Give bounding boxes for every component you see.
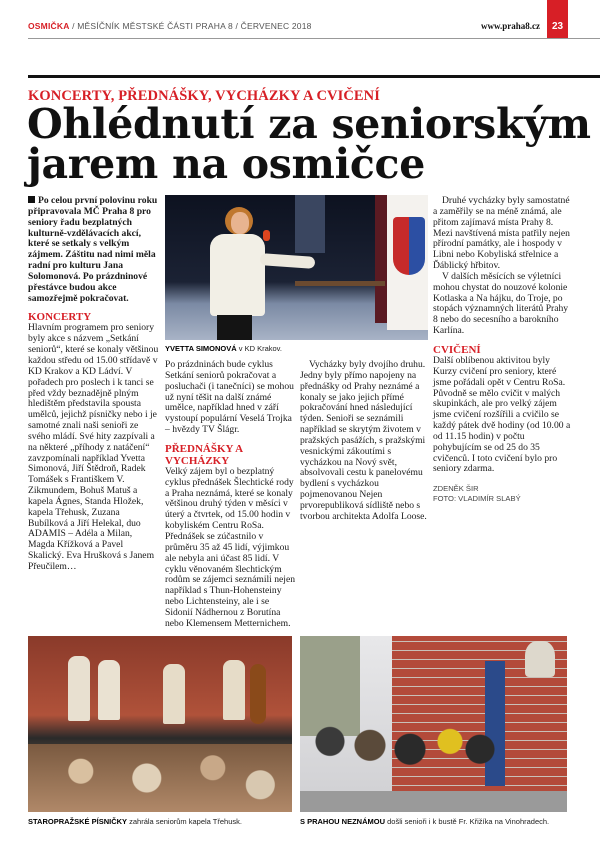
headline-line-2: jarem na osmičce (27, 140, 425, 188)
column-2 (165, 360, 296, 630)
bust (525, 641, 555, 677)
page-number: 23 (547, 0, 568, 38)
running-header (28, 21, 312, 31)
white-jacket (210, 234, 265, 316)
paragraph: Další oblíbenou aktivitou byly Kurzy cvičení pro seniory, které jsme pořádali opět v Centru RoSa. Původně se mělo cvičit v malých skupinkách, ale pro velký zájem jsme cvičení rozšířili a cvičilo se každý pátek dvě hodiny (od 10.00 a od 11.15 hodin) v počtu pohybujícím se od 25 do 35 cvičenců. I toto cvičení bylo pro seniory zdarma. (433, 354, 571, 475)
photo-credit: FOTO: VLADIMÍR SLABÝ (433, 494, 521, 504)
subheading-concerts: KONCERTY (28, 311, 92, 324)
paragraph: Po prázdninách bude cyklus Setkání seniorů pokračovat a posluchači (i tanečníci) se mohou už nyní těšit na další známé umělce, například hned v září vystoupí populární Veselá Trojka – hvězdy TV Šlágr. (165, 359, 294, 436)
headline (27, 100, 591, 188)
column-4 (433, 196, 573, 504)
photo-krizik-bust (300, 636, 567, 812)
paragraph: Hlavním programem pro seniory byly akce s názvem „Setkání seniorů“, které se konaly většinou každou středu od 15.00 střídavě v KD Krakov a KD Ládví. V pořadech pro poslech i k tanci se před vždy beznadějně plným hledištěm představila spousta umělců, jejichž písničky nebo i je samotné znali naši senioři ze svého mládí. Své hity zazpívali a na některé „příhody z natáčení“ zavzpomínali například Yvetta Simonová, Jiří Štědroň, Radek Tomášek s Františkem V. Zikmundem, Bohuš Matuš a kapela Ágnes, Standa Hložek, kapela Třehusk, Zuzana Bubílková a Jiří Helekal, duo ADAMIS – Adéla a Milan, Magda Křížková a Pavel Skalický. Eva Hrušková s Janem Přeučilem… (28, 322, 159, 572)
right-photo-caption (300, 817, 549, 826)
face (231, 212, 249, 234)
caption-text: došli senioři i k bustě Fr. Křižíka na Vinohradech. (385, 817, 550, 826)
paragraph: V dalších měsících se výletníci mohou chystat do nouzové kolonie Kotlaska a Na hájku, do Troje, po stopách významných literátů Prahy 8 nebo do secesního a barokního Karlína. (433, 270, 569, 337)
column-3 (300, 360, 429, 523)
trousers (217, 315, 252, 340)
group-of-seniors (300, 718, 500, 796)
paragraph: Vycházky byly dvojího druhu. Jedny byly přímo napojeny na přednášky od Prahy neznámé a konaly se jako jejich přímé pokračování hned následující týden. Senioři se seznámili například se skrytým životem v pražských pasážích, s pražskými vesnickými zákoutími s vycházkou na Nový svět, absolvovali cestu k panelovému bydlení s vycházkou pojmenovanou Nejen prvorepubliková sídliště nebo s tvorbou architekta Adolfa Loose. (300, 359, 427, 522)
musician (68, 656, 90, 721)
arm (260, 253, 316, 269)
musician (223, 660, 245, 720)
headline-line-1: Ohlédnutí za seniorským (27, 100, 591, 148)
audience (28, 744, 292, 812)
window (295, 195, 325, 253)
caption-title: STAROPRAŽSKÉ PÍSNIČKY (28, 817, 128, 826)
paragraph: Velký zájem byl o bezplatný cyklus přednášek Šlechtické rody a Praha neznámá, které se konaly většinou druhý týden v měsíci v úterý a čtvrtek, od 15.00 hodin v kobyliském Centru RoSa. Přednášek se zúčastnilo v průměru 35 až 45 lidí, výjimkou ale nebyla ani účast 85 lidí. V cyklu věnovaném šlechtickým rodům se zájemci seznámili nejen například s Thun-Hohensteiny nebo Lichtensteiny, ale i se Sidonií Nádhernou z Borutína nebo Klemensem Metternichem. (165, 465, 295, 629)
microphone (263, 230, 270, 241)
photo-band-trehusk (28, 636, 292, 812)
author: ZDENĚK ŠIR (433, 484, 479, 494)
main-photo-caption (165, 344, 282, 353)
musician (163, 664, 185, 724)
section-divider (28, 75, 600, 78)
paragraph: Druhé vycházky byly samostatné a zaměřily se na méně známá, ale přitom zajímavá místa Prahy 8. Mezi navštívená místa patřily nejen přírodní památky, ale i hospody v Libni nebo Kobyliská střelnice a Ďáblický hřbitov. (433, 195, 570, 272)
brand: OSMIČKA (28, 21, 70, 31)
subheading-lectures: PŘEDNÁŠKY A VYCHÁZKY (165, 442, 243, 467)
subheading-exercise: CVIČENÍ (433, 343, 481, 356)
issue-info: / MĚSÍČNÍK MĚSTSKÉ ČÁSTI PRAHA 8 / ČERVENEC 2018 (69, 21, 312, 31)
left-photo-caption (28, 817, 242, 826)
byline (433, 484, 573, 504)
coat-of-arms-icon (393, 217, 425, 275)
banner (387, 195, 428, 330)
kicker: KONCERTY, PŘEDNÁŠKY, VYCHÁZKY A CVIČENÍ (28, 88, 380, 104)
website-link[interactable]: www.praha8.cz (481, 21, 540, 31)
caption-text: zahrála seniorům kapela Třehusk. (127, 817, 242, 826)
lead-paragraph: Po celou první polovinu roku připravovala MČ Praha 8 pro seniory řadu bezplatných kulturně-vzdělávacích akcí, které se setkaly s velkým zájmem. Záštitu nad nimi měla radní pro kulturu Jana Solomonová. Po prázdninové přestávce budou akce samozřejmě pokračovat. (28, 196, 161, 304)
table (295, 281, 385, 286)
column-1 (28, 196, 161, 573)
musician (98, 660, 120, 720)
photo-yvetta-simonova (165, 195, 428, 340)
caption-name: YVETTA SIMONOVÁ (165, 344, 237, 353)
pavement (300, 791, 567, 812)
header-divider (28, 38, 600, 39)
double-bass (250, 664, 266, 724)
caption-text: v KD Krakov. (236, 344, 282, 353)
caption-title: S PRAHOU NEZNÁMOU (300, 817, 386, 826)
